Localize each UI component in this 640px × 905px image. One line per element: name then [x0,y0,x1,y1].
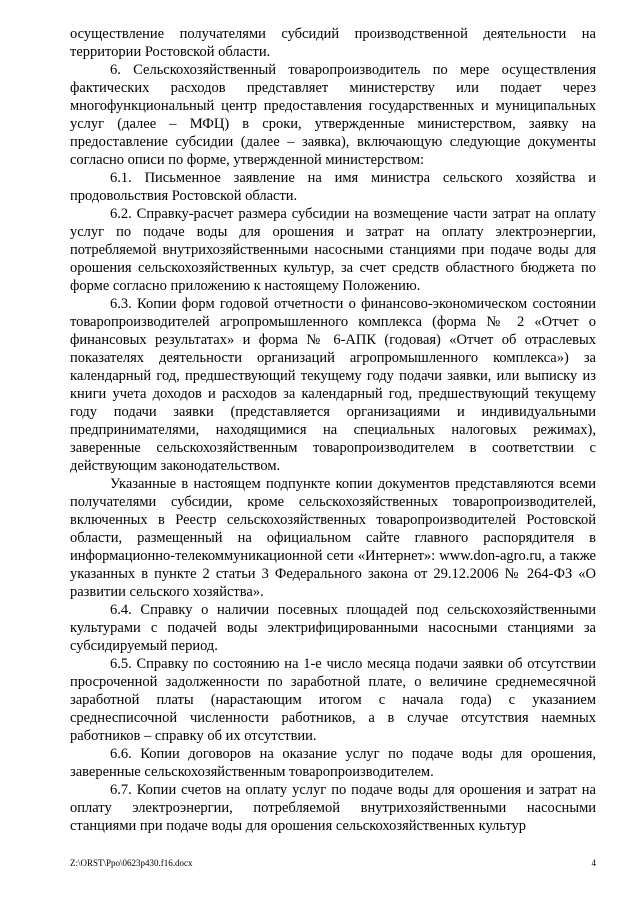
paragraph-6-4: 6.4. Справку о наличии посевных площадей под сельскохозяйственными культурами с подачей воды электрифицированными насосными станциями за субсидируемый период. [70,602,596,654]
paragraph-6-5: 6.5. Справку по состоянию на 1-е число месяца подачи заявки об отсутствии просроченной задолженности по заработной плате, о величине среднемесячной заработной платы (нарастающим итогом с начала года) с указанием среднесписочной численности работников, а в случае отсутствия наемных работников – справку об их отсутствии. [70,656,596,744]
paragraph-6-3: 6.3. Копии форм годовой отчетности о финансово-экономическом состоянии товаропроизводителей агропромышленного комплекса (форма № 2 «Отчет о финансовых результатах» и форма № 6-АПК (годовая) «Отчет об отраслевых показателях деятельности организаций агропромышленного комплекса») за календарный год, предшествующий текущему году подачи заявки, или выписку из книги учета доходов и расходов за календарный год, предшествующий текущему году подачи заявки (представляется организациями и индивидуальными предпринимателями, находящимися на специальных налоговых режимах), заверенные сельскохозяйственным товаропроизводителем в соответствии с действующим законодательством. [70,296,596,474]
document-body [70,25,596,835]
file-path: Z:\ORST\Ppo\0623p430.f16.docx [70,858,193,868]
paragraph-6-6: 6.6. Копии договоров на оказание услуг по подаче воды для орошения, заверенные сельскохозяйственным товаропроизводителем. [70,746,596,780]
paragraph-6-7: 6.7. Копии счетов на оплату услуг по подаче воды для орошения и затрат на оплату электроэнергии, потребляемой внутрихозяйственными насосными станциями при подаче воды для орошения сельскохозяйственных культур [70,782,596,834]
paragraph-6-1: 6.1. Письменное заявление на имя министра сельского хозяйства и продовольствия Ростовской области. [70,170,596,204]
paragraph-6-2: 6.2. Справку-расчет размера субсидии на возмещение части затрат на оплату услуг по подаче воды для орошения и затрат на оплату электроэнергии, потребляемой внутрихозяйственными насосными станциями при подаче воды для орошения сельскохозяйственных культур, за счет средств областного бюджета по форме согласно приложению к настоящему Положению. [70,206,596,294]
paragraph-continuation: осуществление получателями субсидий производственной деятельности на территории Ростовской области. [70,26,596,60]
paragraph-6: 6. Сельскохозяйственный товаропроизводитель по мере осуществления фактических расходов представляет министерству или подает через многофункциональный центр предоставления государственных и муниципальных услуг (далее – МФЦ) в сроки, утвержденные министерством, заявку на предоставление субсидии (далее – заявка), включающую следующие документы согласно описи по форме, утвержденной министерством: [70,62,596,168]
paragraph-6-3-note: Указанные в настоящем подпункте копии документов представляются всеми получателями субсидии, кроме сельскохозяйственных товаропроизводителей, включенных в Реестр сельскохозяйственных товаропроизводителей Ростовской области, размещенный на официальном сайте главного распорядителя в информационно-телекоммуникационной сети «Интернет»: www.don-agro.ru, а также указанных в пункте 2 статьи 3 Федерального закона от 29.12.2006 № 264-ФЗ «О развитии сельского хозяйства». [70,476,596,600]
page-number: 4 [591,858,596,868]
